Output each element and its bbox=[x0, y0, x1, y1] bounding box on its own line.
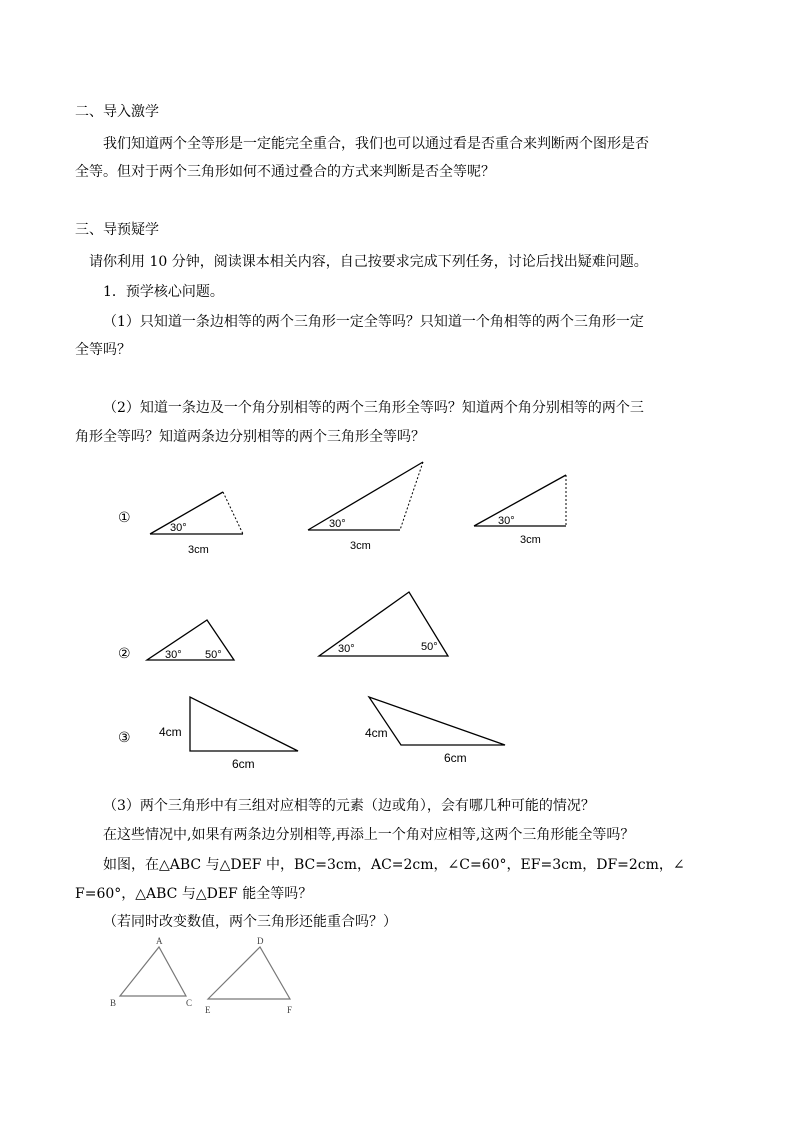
vertex-f-label: F bbox=[287, 1005, 293, 1015]
row-2-a-angle-right: 50° bbox=[205, 649, 222, 661]
row-3-a-side-base: 6cm bbox=[232, 757, 255, 771]
row-2-triangle-a bbox=[147, 620, 234, 661]
row-1-b-angle-label: 30° bbox=[329, 518, 346, 530]
question-2-line-2: 角形全等吗？知道两条边分别相等的两个三角形全等吗？ bbox=[75, 429, 425, 445]
row-1-a-angle-label: 30° bbox=[170, 522, 187, 534]
row-1-c-angle-label: 30° bbox=[498, 515, 515, 527]
question-2-line-1: （2）知道一条边及一个角分别相等的两个三角形全等吗？知道两个角分别相等的两个三 bbox=[103, 400, 644, 416]
vertex-e-label: E bbox=[205, 1005, 211, 1015]
follow-up-question: （若同时改变数值，两个三角形还能重合吗？） bbox=[103, 914, 397, 930]
triangle-def bbox=[205, 936, 292, 1015]
section-2-paragraph-line-2: 全等。但对于两个三角形如何不通过叠合的方式来判断是否全等呢？ bbox=[75, 164, 495, 180]
section-2-heading: 二、导入激学 bbox=[75, 104, 159, 120]
row-3-b-side-short: 4cm bbox=[365, 726, 388, 740]
vertex-b-label: B bbox=[110, 998, 117, 1008]
row-2-b-angle-right: 50° bbox=[421, 641, 438, 653]
row-3-marker: ③ bbox=[118, 730, 131, 746]
question-3: （3）两个三角形中有三组对应相等的元素（边或角），会有哪几种可能的情况？ bbox=[103, 798, 595, 814]
row-2-b-angle-left: 30° bbox=[338, 643, 355, 655]
row-2-marker: ② bbox=[118, 646, 131, 662]
row-1-a-side-label: 3cm bbox=[188, 544, 209, 556]
question-3-sub: 在这些情况中,如果有两条边分别相等,再添上一个角对应相等,这两个三角形能全等吗？ bbox=[103, 827, 635, 843]
triangle-abc bbox=[110, 936, 192, 1008]
vertex-a-label: A bbox=[156, 936, 163, 946]
question-1-line-1: （1）只知道一条边相等的两个三角形一定全等吗？只知道一个角相等的两个三角形一定 bbox=[103, 314, 644, 330]
row-1-triangle-b bbox=[308, 462, 423, 552]
row-1-triangle-c bbox=[474, 475, 566, 546]
example-line-1: 如图，在△ABC 与△DEF 中，BC=3cm，AC=2cm，∠C=60°，EF=3cm，DF=2cm，∠ bbox=[103, 857, 685, 873]
section-3-heading: 三、导预疑学 bbox=[75, 222, 159, 238]
section-2-paragraph-line-1: 我们知道两个全等形是一定能完全重合，我们也可以通过看是否重合来判断两个图形是否 bbox=[103, 136, 649, 152]
row-1-marker: ① bbox=[118, 510, 131, 526]
row-3-a-side-vertical: 4cm bbox=[159, 725, 182, 739]
row-1-c-side-label: 3cm bbox=[520, 534, 541, 546]
row-1-triangle-a bbox=[150, 492, 243, 556]
vertex-c-label: C bbox=[186, 998, 193, 1008]
question-1-line-2: 全等吗？ bbox=[75, 342, 131, 358]
row-3-triangle-a bbox=[159, 697, 298, 771]
section-3-intro: 请你利用 10 分钟，阅读课本相关内容，自己按要求完成下列任务，讨论后找出疑难问题。 bbox=[89, 254, 648, 270]
vertex-d-label: D bbox=[257, 936, 264, 946]
example-line-2: F=60°，△ABC 与△DEF 能全等吗？ bbox=[75, 886, 313, 902]
item-1-title: 1．预学核心问题。 bbox=[103, 284, 224, 300]
row-3-triangle-b bbox=[365, 697, 505, 765]
row-1-b-side-label: 3cm bbox=[350, 540, 371, 552]
row-3-b-side-long: 6cm bbox=[444, 751, 467, 765]
row-2-triangle-b bbox=[319, 592, 448, 656]
row-2-a-angle-left: 30° bbox=[165, 649, 182, 661]
